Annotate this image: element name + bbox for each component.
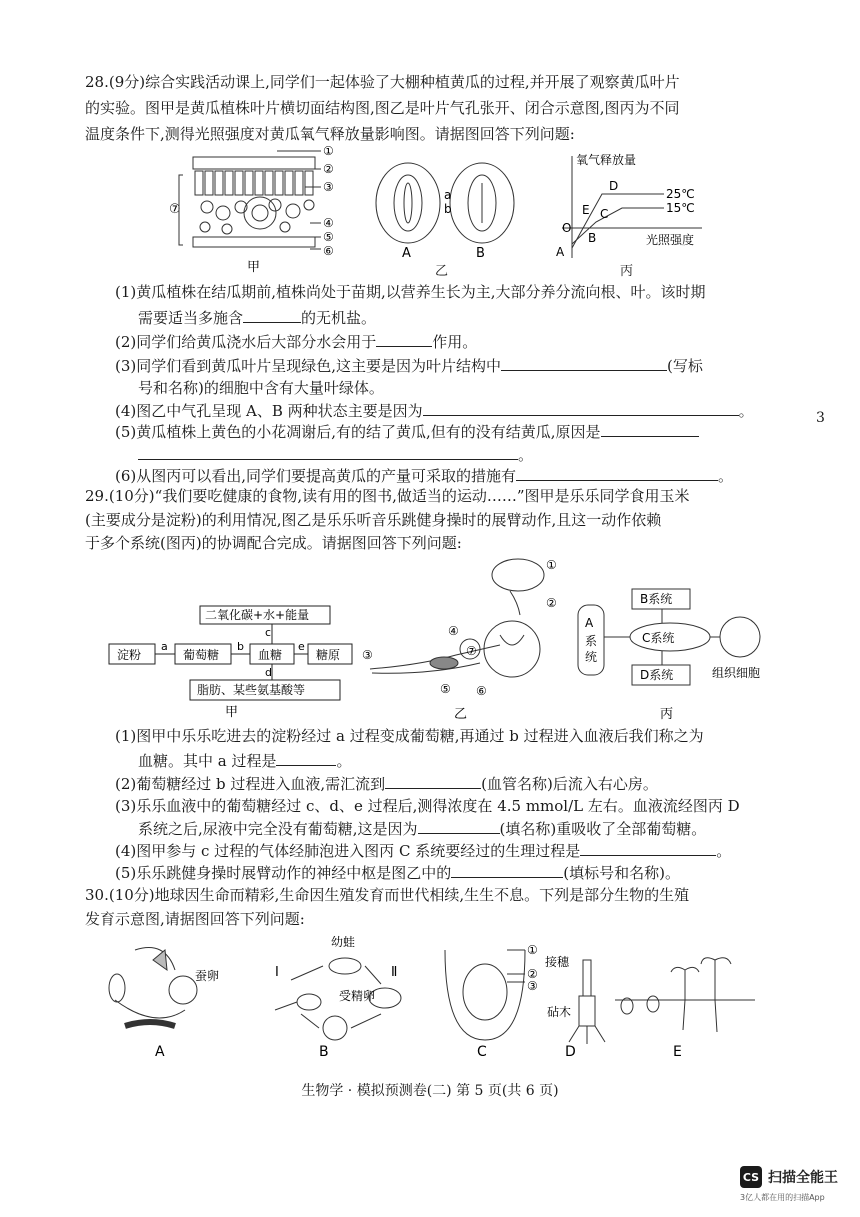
leaf-cross-section-figure	[165, 145, 345, 275]
svg-text:b: b	[237, 640, 244, 653]
answer-blank[interactable]	[423, 400, 739, 416]
chart-xlabel: 光照强度	[646, 233, 695, 247]
label-b: b	[444, 202, 452, 216]
label-B: B	[476, 246, 485, 261]
margin-note: 3	[816, 410, 825, 426]
svg-text:②: ②	[546, 596, 557, 610]
svg-text:③: ③	[362, 648, 373, 662]
svg-text:③: ③	[527, 979, 538, 993]
q29-3b: 系统之后,尿液中完全没有葡萄糖,这是因为 (填名称)重吸收了全部葡萄糖。	[138, 820, 707, 838]
q28-intro-2: 的实验。图甲是黄瓜植株叶片横切面结构图,图乙是叶片气孔张开、闭合示意图,图丙为不同	[85, 99, 680, 117]
q29-1b: 血糖。其中 a 过程是 。	[138, 752, 352, 770]
q28-intro-3: 温度条件下,测得光照强度对黄瓜氧气释放量影响图。请据图回答下列问题:	[85, 125, 575, 143]
svg-text:葡萄糖: 葡萄糖	[183, 648, 220, 662]
svg-text:糖原: 糖原	[316, 648, 341, 662]
stomata-figure	[370, 155, 520, 270]
svg-text:丙: 丙	[660, 707, 674, 720]
q28-5b: 。	[138, 444, 533, 465]
svg-text:幼蛙: 幼蛙	[331, 935, 356, 949]
cs-logo-icon: CS	[740, 1166, 762, 1188]
q29-2: (2)葡萄糖经过 b 过程进入血液,需汇流到 (血管名称)后流入右心房。	[115, 775, 658, 793]
svg-text:系: 系	[585, 634, 598, 648]
q28-3b: 号和名称)的细胞中含有大量叶绿体。	[138, 379, 384, 397]
q29-intro-3: 于多个系统(图丙)的协调配合完成。请据图回答下列问题:	[85, 534, 462, 552]
q29-5: (5)乐乐跳健身操时展臂动作的神经中枢是图乙中的 (填标号和名称)。	[115, 864, 680, 882]
answer-blank[interactable]	[418, 818, 500, 834]
svg-text:C系统: C系统	[642, 631, 675, 645]
svg-text:①: ①	[527, 943, 538, 957]
q29-3a: (3)乐乐血液中的葡萄糖经过 c、d、e 过程后,测得浓度在 4.5 mmol/L 左右。血液流经图丙 D	[115, 797, 740, 815]
glucose-flow-diagram	[105, 600, 375, 720]
svg-text:c: c	[265, 626, 272, 639]
reproduction-figures	[95, 930, 775, 1065]
app-name: 扫描全能王	[768, 1170, 838, 1186]
svg-text:B: B	[319, 1044, 329, 1060]
q30-intro-1: 30.(10分)地球因生命而精彩,生命因生殖发育而世代相续,生生不息。下列是部分生物的生殖	[85, 886, 690, 904]
answer-blank[interactable]	[501, 355, 667, 371]
marker-6: ⑥	[323, 244, 334, 258]
fig-bing-label: 丙	[620, 264, 634, 279]
svg-text:蚕卵: 蚕卵	[195, 969, 220, 983]
svg-text:甲: 甲	[225, 705, 239, 720]
answer-blank[interactable]	[276, 750, 336, 766]
q28-3: (3)同学们看到黄瓜叶片呈现绿色,这主要是因为叶片结构中 (写标	[115, 357, 703, 375]
marker-4: ④	[323, 216, 334, 230]
svg-text:⑦: ⑦	[466, 644, 477, 658]
svg-text:O: O	[562, 221, 572, 235]
svg-text:组织细胞: 组织细胞	[712, 666, 761, 680]
q28-intro-1: 28.(9分)综合实践活动课上,同学们一起体验了大棚种植黄瓜的过程,并开展了观察黄瓜叶片	[85, 73, 680, 91]
svg-text:B: B	[588, 231, 597, 245]
svg-text:统: 统	[585, 650, 598, 664]
label-15c: 15℃	[666, 201, 695, 215]
q28-2: (2)同学们给黄瓜浇水后大部分水会用于 作用。	[115, 333, 478, 351]
svg-text:C: C	[477, 1044, 487, 1060]
answer-blank[interactable]	[376, 331, 432, 347]
svg-text:二氧化碳+水+能量: 二氧化碳+水+能量	[205, 608, 310, 622]
svg-text:a: a	[161, 640, 168, 653]
q30-intro-2: 发育示意图,请据图回答下列问题:	[85, 910, 305, 928]
marker-7: ⑦	[169, 202, 181, 217]
answer-blank[interactable]	[385, 773, 481, 789]
answer-blank[interactable]	[451, 862, 563, 878]
q28-6: (6)从图丙可以看出,同学们要提高黄瓜的产量可采取的措施有 。	[115, 467, 734, 485]
svg-text:受精卵: 受精卵	[339, 989, 376, 1003]
svg-text:①: ①	[546, 558, 557, 572]
q29-1a: (1)图甲中乐乐吃进去的淀粉经过 a 过程变成葡萄糖,再通过 b 过程进入血液后我们称之为	[115, 727, 704, 745]
svg-text:A: A	[585, 616, 594, 630]
q28-5: (5)黄瓜植株上黄色的小花凋谢后,有的结了黄瓜,但有的没有结黄瓜,原因是	[115, 421, 699, 442]
oxygen-release-chart	[552, 148, 722, 278]
q28-1b: 需要适当多施含 的无机盐。	[138, 309, 377, 327]
q29-intro-1: 29.(10分)“我们要吃健康的食物,读有用的图书,做适当的运动……”图甲是乐乐同学食用玉米	[85, 487, 690, 505]
label-a: a	[444, 188, 452, 202]
svg-text:脂肪、某些氨基酸等: 脂肪、某些氨基酸等	[197, 683, 306, 697]
svg-text:血糖: 血糖	[258, 648, 283, 662]
svg-text:B系统: B系统	[640, 592, 673, 606]
svg-text:E: E	[673, 1044, 682, 1060]
answer-blank[interactable]	[601, 421, 699, 437]
scanner-watermark	[740, 1166, 838, 1202]
nervous-reflex-figure	[360, 555, 570, 720]
svg-text:e: e	[298, 640, 305, 653]
app-tagline: 3亿人都在用的扫描App	[740, 1193, 825, 1202]
svg-text:⑤: ⑤	[440, 682, 451, 696]
q28-4: (4)图乙中气孔呈现 A、B 两种状态主要是因为 。	[115, 402, 754, 420]
marker-1: ①	[323, 145, 334, 158]
svg-text:淀粉: 淀粉	[117, 648, 142, 662]
svg-text:d: d	[265, 666, 272, 679]
svg-text:A: A	[155, 1044, 165, 1060]
answer-blank[interactable]	[580, 840, 716, 856]
q29-intro-2: (主要成分是淀粉)的利用情况,图乙是乐乐听音乐跳健身操时的展臂动作,且这一动作依赖	[85, 511, 662, 529]
marker-5: ⑤	[323, 230, 334, 244]
svg-text:A: A	[556, 245, 565, 259]
svg-text:D: D	[609, 179, 619, 193]
svg-text:C: C	[600, 207, 609, 221]
svg-text:砧木: 砧木	[547, 1005, 572, 1019]
svg-text:E: E	[582, 203, 590, 217]
body-systems-figure	[572, 585, 772, 720]
svg-text:②: ②	[527, 967, 538, 981]
label-A: A	[402, 246, 411, 261]
svg-text:Ⅱ: Ⅱ	[391, 965, 398, 980]
svg-text:D: D	[565, 1044, 576, 1060]
marker-2: ②	[323, 162, 334, 176]
svg-text:I: I	[275, 965, 279, 980]
q28-1a: (1)黄瓜植株在结瓜期前,植株尚处于苗期,以营养生长为主,大部分养分流向根、叶。该时期	[115, 283, 706, 301]
svg-text:乙: 乙	[454, 707, 468, 720]
svg-text:④: ④	[448, 624, 459, 638]
chart-ylabel: 氧气释放量	[576, 153, 637, 167]
answer-blank[interactable]	[516, 465, 718, 481]
svg-text:D系统: D系统	[640, 668, 674, 682]
page-footer: 生物学 · 模拟预测卷(二) 第 5 页(共 6 页)	[301, 1083, 559, 1099]
q29-4: (4)图甲参与 c 过程的气体经肺泡进入图丙 C 系统要经过的生理过程是 。	[115, 842, 732, 860]
fig-jia-label: 甲	[247, 260, 261, 275]
fig-yi-label: 乙	[435, 264, 449, 279]
answer-blank[interactable]	[138, 444, 518, 460]
label-25c: 25℃	[666, 187, 695, 201]
svg-text:⑥: ⑥	[476, 684, 487, 698]
svg-text:接穗: 接穗	[545, 955, 570, 969]
marker-3: ③	[323, 180, 334, 194]
